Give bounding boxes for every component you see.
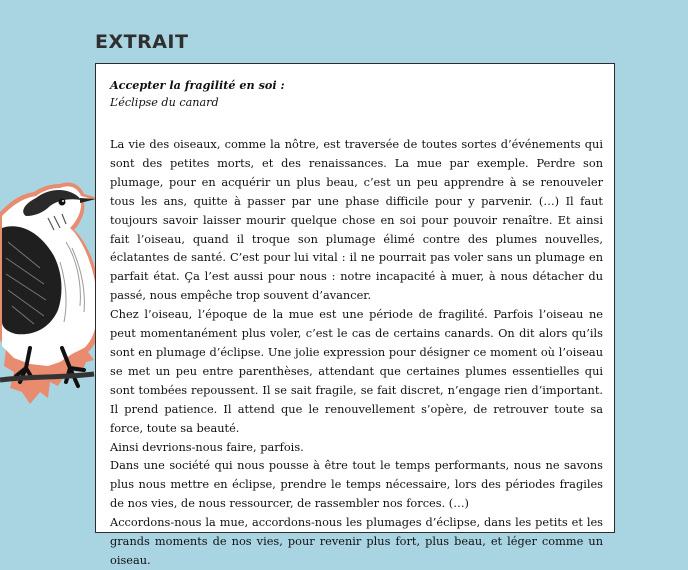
section-title: EXTRAIT <box>95 31 189 53</box>
excerpt-body <box>110 135 603 570</box>
paragraph: La vie des oiseaux, comme la nôtre, est traversée de toutes sortes d’événements qui sont des petites morts, et des renaissances. La mue par exemple. Perdre son plumage, pour en acquérir un plus beau, c’est un peu apprendre à se renouveler tous les ans, quitte à passer par une phase difficile pour y parvenir. (…) Il faut toujours savoir laisser mourir quelque chose en soi pour pouvoir renaître. Et ainsi fait l’oiseau, quand il troque son plumage élimé contre des plumes nouvelles, éclatantes de santé. C’est pour lui vital : il ne pourrait pas voler sans un plumage en parfait état. Ça l’est aussi pour nous : notre incapacité à muer, à nous détacher du passé, nous empêche trop souvent d’avancer. <box>110 137 603 303</box>
paragraph: Accordons-nous la mue, accordons-nous les plumages d’éclipse, dans les petits et les grands moments de nos vies, pour revenir plus fort, plus beau, et léger comme un oiseau. <box>110 515 603 567</box>
excerpt-chapter-title: L’éclipse du canard <box>110 96 219 109</box>
excerpt-card <box>95 63 615 567</box>
paragraph: Chez l’oiseau, l’époque de la mue est une période de fragilité. Parfois l’oiseau ne peut momentanément plus voler, c’est le cas de certains canards. On dit alors qu’ils sont en plumage d’éclipse. Une jolie expression pour désigner ce moment où l’oiseau se met un peu entre parenthèses, attendant que certaines plumes essentielles qui sont tombées repoussent. Il se sait fragile, se fait discret, n’engage rien d’important. Il prend patience. Il attend que le renouvellement s’opère, de retrouver toute sa force, toute sa beauté. <box>110 307 603 435</box>
paragraph: Dans une société qui nous pousse à être tout le temps performants, nous ne savons plus nous mettre en éclipse, prendre le temps nécessaire, lors des périodes fragiles de nos vies, de nous ressourcer, de rassembler nos forces. (…) <box>110 458 603 511</box>
excerpt-subtitle: Accepter la fragilité en soi : <box>110 78 285 92</box>
paragraph: Ainsi devrions-nous faire, parfois. <box>110 439 304 454</box>
